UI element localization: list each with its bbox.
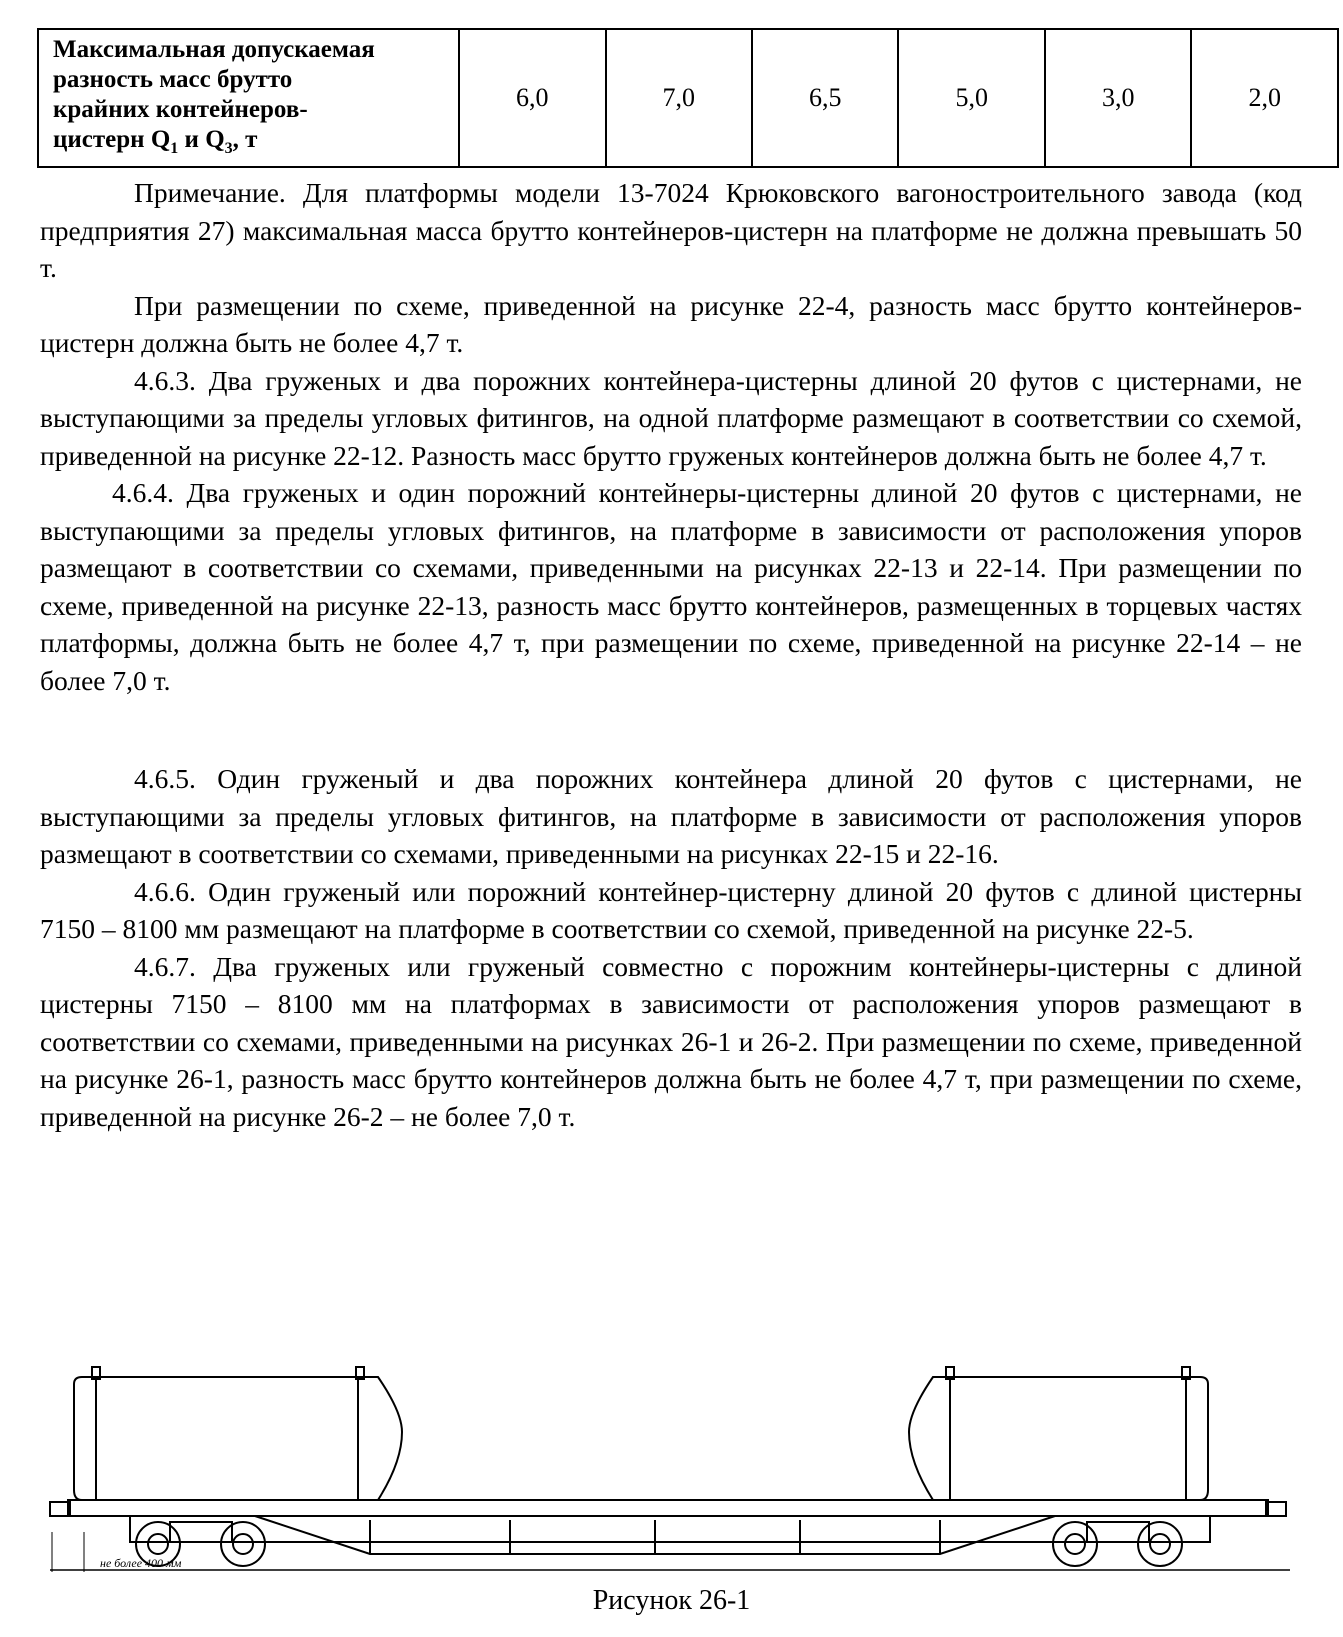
flatcar-drawing [40, 1322, 1320, 1572]
table-cell: 3,0 [1045, 29, 1191, 167]
paragraph-block-2 [40, 760, 1302, 1135]
header-line-1: Максимальная допускаемая [53, 35, 375, 63]
paragraph-4-6-3: 4.6.3. Два груженых и два порожних контейнера-цистерны длиной 20 футов с цистернами, не выступающими за пределы угловых фитингов, на одной платформе размещают в соответствии со схемой, приведенной на рисунке 22-12. Разность масс брутто груженых контейнеров должна быть не более 4,7 т. [40, 364, 1302, 471]
table-cell: 5,0 [898, 29, 1044, 167]
table-cell: 6,0 [459, 29, 605, 167]
right-wheel-1 [1053, 1522, 1097, 1566]
mass-difference-table [37, 28, 1339, 168]
left-wheel-2 [221, 1522, 265, 1566]
header-line-3: крайних контейнеров- [53, 95, 308, 123]
header-mid: и Q [178, 125, 225, 153]
paragraph-4-6-7: 4.6.7. Два груженых или груженый совместно с порожним контейнеры-цистерны с длиной цистерны 7150 – 8100 мм на платформах в зависимости от расположения упоров размещают в соответствии со схемами, приведенными на рисунках 26-1 и 26-2. При размещении по схеме, приведенной на рисунке 26-1, разность масс брутто контейнеров должна быть не более 4,7 т, при размещении по схеме, приведенной на рисунке 26-2 – не более 7,0 т. [40, 950, 1302, 1132]
paragraph-4-6-4: 4.6.4. Два груженых и один порожний контейнеры-цистерны длиной 20 футов с цистернами, не выступающими за пределы угловых фитингов, на платформе в зависимости от расположения упоров размещают в соответствии со схемами, приведенными на рисунках 22-13 и 22-14. При размещении по схеме, приведенной на рисунке 22-13, разность масс брутто контейнеров, размещенных в торцевых частях платформы, должна быть не более 4,7 т, при размещении по схеме, приведенной на рисунке 22-14 – не более 7,0 т. [40, 477, 1302, 696]
table-cell: 7,0 [606, 29, 752, 167]
paragraph-4-6-6: 4.6.6. Один груженый или порожний контейнер-цистерну длиной 20 футов с длиной цистерны 7150 – 8100 мм размещают на платформе в соответствии со схемой, приведенной на рисунке 22-5. [40, 875, 1302, 944]
header-line-4: цистерн Q [53, 125, 171, 153]
note-paragraph-block [40, 174, 1302, 699]
platform-deck [68, 1500, 1268, 1516]
header-sub-1: 1 [170, 139, 179, 157]
left-tank-container [74, 1377, 402, 1500]
table-header-cell [38, 29, 459, 167]
paragraph-4-6-5: 4.6.5. Один груженый и два порожних контейнера длиной 20 футов с цистернами, не выступающими за пределы угловых фитингов, на платформе в зависимости от расположения упоров размещают в соответствии со схемами, приведенными на рисунках 22-15 и 22-16. [40, 763, 1302, 869]
paragraph-22-4: При размещении по схеме, приведенной на рисунке 22-4, разность масс брутто контейнеров-цистерн должна быть не более 4,7 т. [40, 289, 1302, 358]
right-tank-container [909, 1377, 1208, 1500]
table-row [38, 29, 1338, 167]
header-line-2: разность масс брутто [53, 65, 293, 93]
note-paragraph: Примечание. Для платформы модели 13-7024 Крюковского вагоностроительного завода (код предприятия 27) максимальная масса брутто контейнеров-цистерн на платформе не должна превышать 50 т. [40, 177, 1302, 283]
header-sub-3: 3 [224, 139, 233, 157]
table-cell: 6,5 [752, 29, 898, 167]
right-wheel-2 [1138, 1522, 1182, 1566]
table-cell: 2,0 [1191, 29, 1338, 167]
dimension-label: не более 400 мм [100, 1556, 182, 1570]
figure-caption: Рисунок 26-1 [592, 1585, 751, 1616]
header-end: , т [232, 125, 258, 153]
